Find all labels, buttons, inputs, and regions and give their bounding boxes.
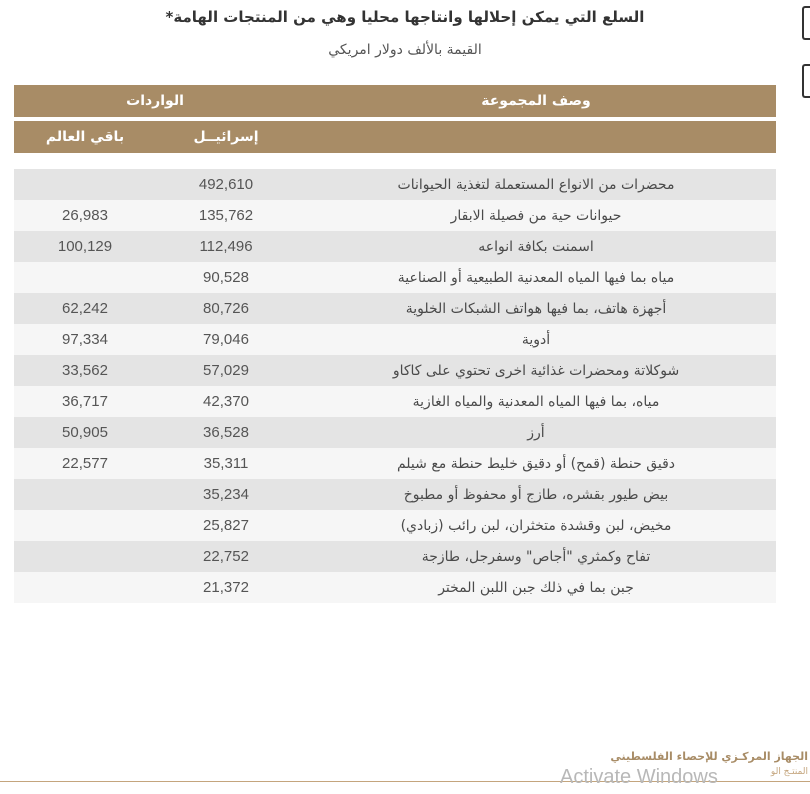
cell-israel: 22,752 <box>203 548 249 565</box>
cell-israel: 35,311 <box>203 455 249 472</box>
table-row <box>14 324 776 355</box>
cell-israel: 79,046 <box>203 331 249 348</box>
cell-rest-of-world: 97,334 <box>62 331 108 348</box>
cell-rest-of-world: 62,242 <box>62 300 108 317</box>
table-row <box>14 541 776 572</box>
cell-description: دقيق حنطة (قمح) أو دقيق خليط حنطة مع شيلم <box>396 455 676 472</box>
footer-subtitle: المنتـج الو <box>770 767 808 777</box>
cell-israel: 36,528 <box>203 424 249 441</box>
header-description: وصف المجموعة <box>481 93 591 109</box>
table-row <box>14 417 776 448</box>
table-body <box>14 169 776 603</box>
cell-rest-of-world: 50,905 <box>62 424 108 441</box>
cell-rest-of-world: 26,983 <box>62 207 108 224</box>
cell-description: أجهزة هاتف، بما فيها هواتف الشبكات الخلوية <box>405 300 667 317</box>
header-imports: الواردات <box>126 93 184 109</box>
table-row <box>14 572 776 603</box>
cell-israel: 35,234 <box>203 486 249 503</box>
cell-description: بيض طيور بقشره، طازج أو محفوظ أو مطبوخ <box>403 486 669 503</box>
footer-organization: الجهاز المركـزي للإحصاء الفلسطيني <box>610 750 808 763</box>
cell-israel: 42,370 <box>203 393 249 410</box>
table-row <box>14 231 776 262</box>
page-subtitle: القيمة بالألف دولار امريكي <box>328 42 482 58</box>
cell-description: أرز <box>527 424 545 441</box>
cell-description: مخيض، لبن وقشدة متخثران، لبن رائب (زبادي) <box>400 517 672 534</box>
page-title: السلع التي يمكن إحلالها وانتاجها محليا وهي من المنتجات الهامة* <box>165 8 645 26</box>
cell-rest-of-world: 33,562 <box>62 362 108 379</box>
cell-description: أدوية <box>521 331 551 348</box>
imports-table <box>14 85 776 603</box>
cell-rest-of-world: 36,717 <box>62 393 108 410</box>
cell-israel: 25,827 <box>203 517 249 534</box>
cell-description: تفاح وكمثري "أجاص" وسفرجل، طازجة <box>421 548 651 565</box>
cell-rest-of-world: 22,577 <box>62 455 108 472</box>
cell-description: جبن بما في ذلك جبن اللبن المختر <box>438 579 634 596</box>
cell-description: حيوانات حية من فصيلة الابقار <box>450 207 622 224</box>
table-row <box>14 355 776 386</box>
table-row <box>14 510 776 541</box>
table-row <box>14 262 776 293</box>
cell-israel: 57,029 <box>203 362 249 379</box>
table-row <box>14 448 776 479</box>
table-gap <box>14 153 776 169</box>
cell-description: شوكلاتة ومحضرات غذائية اخرى تحتوي على كاكاو <box>392 362 680 379</box>
table-row <box>14 200 776 231</box>
cell-israel: 21,372 <box>203 579 249 596</box>
activation-watermark: Activate Windows <box>560 766 718 788</box>
table-header-row <box>14 85 776 117</box>
cell-description: اسمنت بكافة انواعه <box>478 238 594 255</box>
edge-control-top[interactable] <box>802 6 810 40</box>
cell-rest-of-world: 100,129 <box>57 238 113 255</box>
table-row <box>14 386 776 417</box>
cell-israel: 112,496 <box>199 238 253 255</box>
table-row <box>14 479 776 510</box>
edge-control-bottom[interactable] <box>802 64 810 98</box>
cell-description: مياه بما فيها المياه المعدنية الطبيعية أو الصناعية <box>397 269 675 286</box>
cell-israel: 80,726 <box>203 300 249 317</box>
cell-description: محضرات من الانواع المستعملة لتغذية الحيوانات <box>397 176 675 193</box>
cell-israel: 492,610 <box>198 176 254 193</box>
header-israel: إسرائيــل <box>193 129 259 145</box>
table-subheader-row <box>14 121 776 153</box>
cell-israel: 90,528 <box>203 269 249 286</box>
header-rest-of-world: باقي العالم <box>45 129 125 145</box>
cell-description: مياه، بما فيها المياه المعدنية والمياه الغازية <box>412 393 660 410</box>
table-row <box>14 293 776 324</box>
cell-israel: 135,762 <box>198 207 254 224</box>
table-row <box>14 169 776 200</box>
